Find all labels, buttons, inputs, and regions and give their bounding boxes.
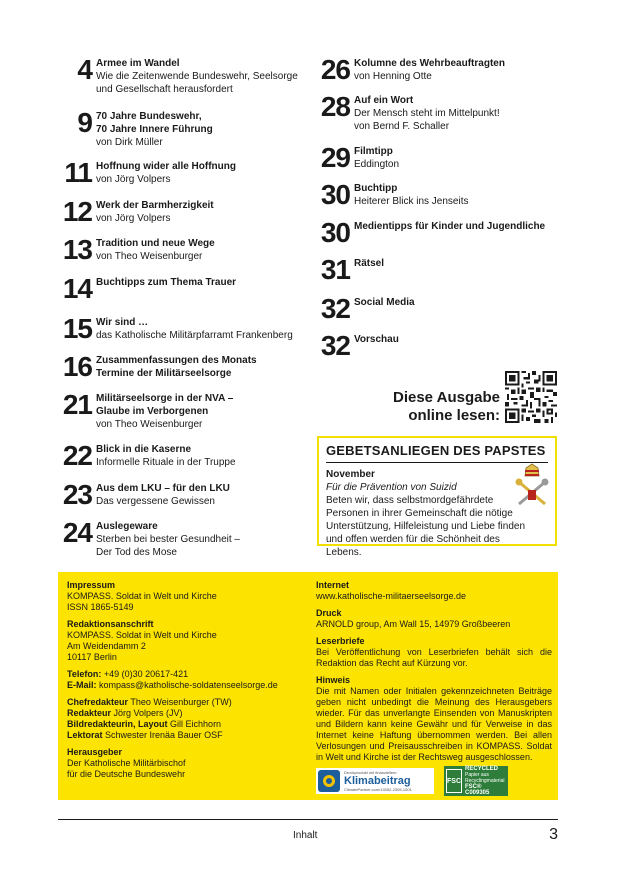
email-line (67, 680, 297, 691)
climate-partner-badge (316, 768, 434, 794)
footer-section-label: Inhalt (293, 830, 318, 841)
toc-entry[interactable] (58, 198, 308, 226)
fsc-badge (444, 766, 508, 796)
toc-entry[interactable] (58, 353, 308, 381)
staff-line (67, 730, 297, 741)
toc-page-number: 22 (62, 440, 92, 471)
toc-entry[interactable] (316, 332, 566, 360)
toc-title: Blick in die Kaserne (96, 444, 192, 455)
prayer-heading: GEBETSANLIEGEN DES PAPSTES (326, 443, 548, 463)
toc-subtitle: von Henning Otte (354, 71, 432, 82)
toc-entry[interactable] (316, 144, 566, 172)
toc-text (96, 56, 298, 96)
redaktion-line: Am Weidendamm 2 (67, 641, 146, 651)
toc-entry[interactable] (58, 519, 308, 559)
redaktion-line: 10117 Berlin (67, 652, 117, 662)
toc-page-number: 23 (62, 479, 92, 510)
toc-text (96, 353, 257, 380)
staff-name: Schwester Irenäa Bauer OSF (105, 730, 223, 740)
toc-text (96, 391, 233, 431)
toc-subtitle: von Dirk Müller (96, 137, 163, 148)
page-number: 3 (549, 826, 558, 843)
staff-list (67, 697, 297, 741)
fsc-text: Papier aus Recyclingmaterial (465, 772, 505, 784)
online-line-1: Diese Ausgabe (393, 389, 500, 406)
herausgeber-line: Der Katholische Militärbischof (67, 758, 186, 768)
herausgeber-line: für die Deutsche Bundeswehr (67, 769, 186, 779)
qr-code-icon[interactable] (505, 371, 557, 423)
toc-subtitle: das Katholische Militärpfarramt Frankenberg (96, 330, 293, 341)
fsc-recycled: RECYCLED (465, 766, 499, 772)
toc-right-column (316, 56, 566, 360)
toc-entry[interactable] (58, 236, 308, 264)
toc-title: Buchtipp (354, 183, 398, 194)
toc-subtitle: von Theo Weisenburger (96, 419, 203, 430)
impressum-line: KOMPASS. Soldat in Welt und Kirche (67, 591, 217, 601)
toc-title: Wir sind … (96, 317, 149, 328)
prayer-month: November (326, 469, 375, 480)
toc-page-number: 15 (62, 313, 92, 344)
toc-page-number: 32 (320, 293, 350, 324)
toc-text (96, 519, 240, 559)
imprint-right-column (316, 580, 552, 769)
toc-subtitle: von Bernd F. Schaller (354, 121, 450, 132)
toc-subtitle: und Gesellschaft herausfordert (96, 84, 233, 95)
toc-title: 70 Jahre Bundeswehr, (96, 111, 202, 122)
toc-page-number: 24 (62, 517, 92, 548)
toc-text (354, 219, 545, 233)
toc-title: Auf ein Wort (354, 95, 414, 106)
toc-entry[interactable] (58, 109, 308, 149)
toc-text (354, 295, 415, 309)
toc-page-number: 29 (320, 142, 350, 173)
staff-role: Chefredakteur (67, 697, 129, 707)
internet-url[interactable]: www.katholische-militaerseelsorge.de (316, 591, 467, 601)
prayer-text: Beten wir, dass selbstmordgefährdete Personen in ihrer Gemeinschaft die nötige Unterstützung, Hilfeleistung und Liebe finden und offen werden für die Schönheit des Lebens. (326, 495, 526, 558)
toc-subtitle: Informelle Rituale in der Truppe (96, 457, 236, 468)
toc-page-number: 21 (62, 389, 92, 420)
impressum-heading: Impressum (67, 580, 116, 590)
toc-title: Medientipps für Kinder und Jugendliche (354, 221, 546, 232)
toc-title: Tradition und neue Wege (96, 238, 215, 249)
toc-page-number: 11 (64, 157, 92, 188)
toc-page-number: 31 (320, 254, 350, 285)
leserbriefe-text: Bei Veröffentlichung von Leserbriefen behält sich die Redaktion das Recht auf Kürzung vor. (316, 647, 552, 668)
toc-entry[interactable] (316, 93, 566, 133)
toc-title: Rätsel (354, 258, 385, 269)
leserbriefe-heading: Leserbriefe (316, 636, 365, 646)
toc-page-number: 16 (62, 351, 92, 382)
phone-label: Telefon: (67, 669, 102, 679)
hinweis-text: Die mit Namen oder Initialen gekennzeichneten Beiträge geben nicht unbedingt die Meinung des Herausgebers wieder. Für das unverlangte Einsenden von Manuskripten und Bildern kann keine Gewähr und für Verweise in das Internet keine Haftung übernommen werden. Bei allen Verlosungen und Preisausschreiben in KOMPASS. Soldat in Welt und Kirche ist der Rechtsweg ausgeschlossen. (316, 686, 552, 762)
toc-entry[interactable] (58, 56, 308, 96)
toc-title: Social Media (354, 297, 415, 308)
toc-left-column (58, 56, 308, 559)
papal-crest-icon (515, 462, 549, 508)
toc-text (96, 481, 230, 508)
email-label: E-Mail: (67, 680, 97, 690)
toc-title: Kolumne des Wehrbeauftragten (354, 58, 505, 69)
toc-title: Zusammenfassungen des Monats (96, 355, 257, 366)
toc-title: Hoffnung wider alle Hoffnung (96, 161, 236, 172)
toc-entry[interactable] (58, 391, 308, 431)
toc-title: 70 Jahre Innere Führung (96, 124, 213, 135)
druck-text: ARNOLD group, Am Wall 15, 14979 Großbeeren (316, 619, 511, 629)
druck-heading: Druck (316, 608, 342, 618)
toc-text (354, 93, 500, 133)
toc-text (354, 144, 399, 171)
toc-title: Auslegeware (96, 521, 158, 532)
toc-page-number: 30 (320, 217, 350, 248)
toc-text (354, 256, 384, 270)
toc-entry[interactable] (58, 481, 308, 509)
toc-entry[interactable] (58, 159, 308, 187)
toc-page-number: 9 (77, 107, 92, 138)
staff-name: Jörg Volpers (JV) (113, 708, 183, 718)
toc-page-number: 4 (77, 54, 92, 85)
online-line-2: online lesen: (408, 407, 500, 424)
toc-entry[interactable] (316, 56, 566, 84)
toc-page-number: 32 (320, 330, 350, 361)
toc-title: Termine der Militärseelsorge (96, 368, 232, 379)
staff-name: Theo Weisenburger (TW) (130, 697, 232, 707)
toc-subtitle: Heiterer Blick ins Jenseits (354, 196, 469, 207)
toc-entry[interactable] (316, 219, 566, 247)
klima-big-text: Klimabeitrag (344, 775, 411, 787)
toc-page-number: 12 (62, 196, 92, 227)
toc-page-number: 13 (62, 234, 92, 265)
staff-line (67, 697, 297, 708)
staff-role: Redakteur (67, 708, 112, 718)
toc-subtitle: Das vergessene Gewissen (96, 496, 215, 507)
staff-line (67, 708, 297, 719)
toc-entry[interactable] (58, 315, 308, 343)
staff-role: Lektorat (67, 730, 103, 740)
footer-divider (58, 819, 558, 820)
climate-partner-icon (318, 770, 340, 792)
fsc-code: FSC® C009305 (465, 784, 490, 796)
staff-line (67, 719, 297, 730)
toc-subtitle: von Jörg Volpers (96, 213, 171, 224)
toc-title: Militärseelsorge in der NVA – (96, 393, 234, 404)
toc-entry[interactable] (316, 256, 566, 284)
internet-heading: Internet (316, 580, 350, 590)
toc-title: Armee im Wandel (96, 58, 180, 69)
klima-small-text: Druckprodukt mit finanziellem (344, 770, 397, 775)
klima-id-text: ClimatePartner.com/14052-2305-1001 (344, 787, 412, 792)
toc-page-number: 30 (320, 179, 350, 210)
toc-text (354, 332, 399, 346)
fsc-tree-icon: FSC (446, 769, 462, 793)
toc-subtitle: Der Tod des Mose (96, 547, 177, 558)
toc-subtitle: Sterben bei bester Gesundheit – (96, 534, 240, 545)
staff-name: Gill Eichhorn (170, 719, 222, 729)
toc-title: Aus dem LKU – für den LKU (96, 483, 230, 494)
toc-text (96, 109, 213, 149)
toc-text (96, 236, 215, 263)
redaktion-line: KOMPASS. Soldat in Welt und Kirche (67, 630, 217, 640)
email-address[interactable]: kompass@katholische-soldatenseelsorge.de (99, 680, 278, 690)
toc-subtitle: von Jörg Volpers (96, 174, 171, 185)
redaktion-heading: Redaktionsanschrift (67, 619, 154, 629)
herausgeber-heading: Herausgeber (67, 747, 123, 757)
imprint-panel (58, 572, 558, 800)
toc-page-number: 26 (320, 54, 350, 85)
toc-entry[interactable] (316, 181, 566, 209)
toc-entry[interactable] (58, 442, 308, 470)
prayer-intention-box (317, 436, 557, 558)
prayer-intention: Für die Prävention von Suizid (326, 482, 457, 493)
toc-entry[interactable] (316, 295, 566, 323)
impressum-line: ISSN 1865-5149 (67, 602, 134, 612)
toc-entry[interactable] (58, 275, 308, 303)
toc-text (96, 198, 214, 225)
hinweis-heading: Hinweis (316, 675, 351, 685)
toc-title: Vorschau (354, 334, 399, 345)
toc-subtitle: Wie die Zeitenwende Bundeswehr, Seelsorge (96, 71, 298, 82)
toc-page-number: 28 (320, 91, 350, 122)
toc-text (96, 275, 236, 289)
toc-text (354, 181, 468, 208)
toc-text (96, 442, 236, 469)
toc-subtitle: Eddington (354, 159, 400, 170)
toc-page-number: 14 (62, 273, 92, 304)
imprint-left-column (67, 580, 297, 786)
toc-title: Filmtipp (354, 146, 393, 157)
toc-subtitle: von Theo Weisenburger (96, 251, 203, 262)
toc-text (96, 315, 293, 342)
online-callout (390, 389, 500, 425)
staff-role: Bildredakteurin, Layout (67, 719, 168, 729)
toc-text (96, 159, 236, 186)
toc-title: Buchtipps zum Thema Trauer (96, 277, 237, 288)
toc-subtitle: Der Mensch steht im Mittelpunkt! (354, 108, 500, 119)
phone-number[interactable]: +49 (0)30 20617-421 (103, 669, 189, 679)
phone-line (67, 669, 297, 680)
toc-text (354, 56, 505, 83)
toc-title: Glaube im Verborgenen (96, 406, 209, 417)
toc-title: Werk der Barmherzigkeit (96, 200, 214, 211)
